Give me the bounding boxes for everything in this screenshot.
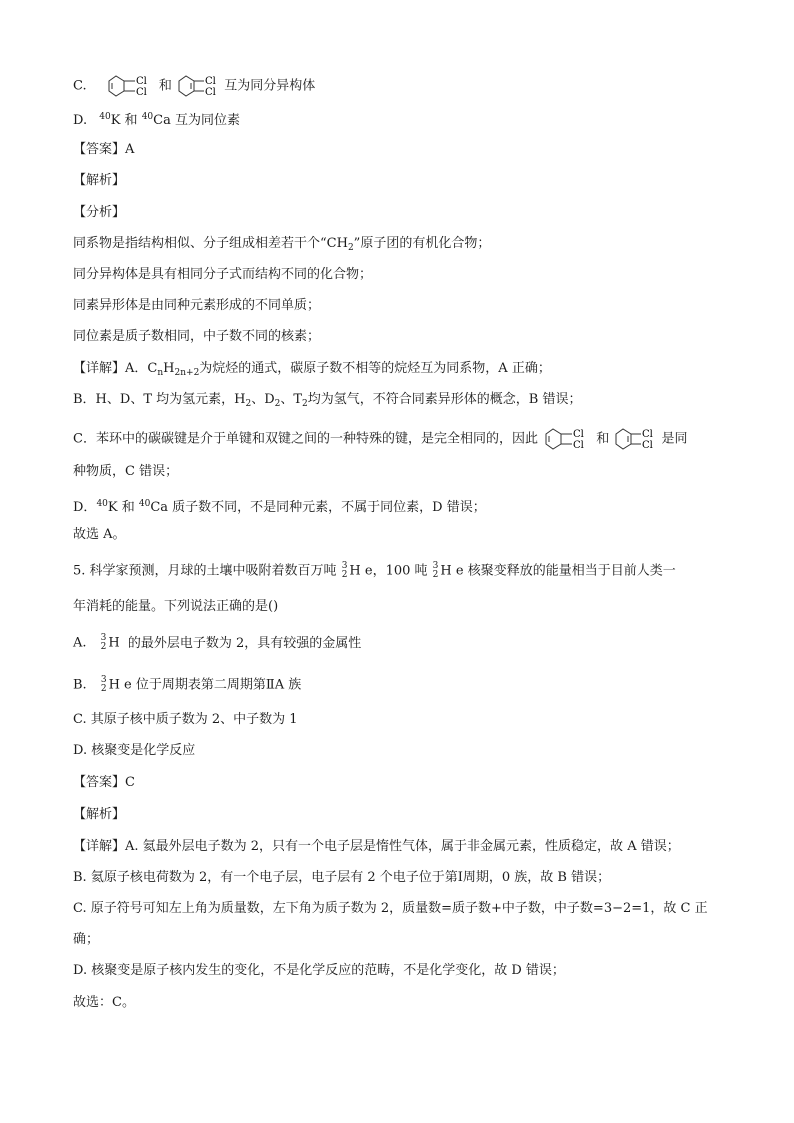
q5-detail-c-line-2: 确； [73, 932, 100, 947]
isotope-he3-3: 3 2 [100, 633, 107, 652]
cl-label: Cl [205, 76, 216, 87]
q4-fenxi-heading: 【分析】 [73, 205, 126, 220]
q5-option-c: C. 其原子核中质子数为 2、中子数为 1 [73, 712, 298, 727]
q4-detail-d: D．$^{40}$K 和 $^{40}$Ca 质子数不同，不是同种元素，不属于同位素，D 错误； [73, 499, 486, 515]
q4-answer: 【答案】A [73, 142, 135, 157]
q5-option-d: D. 核聚变是化学反应 [73, 743, 196, 758]
q5-conclusion: 故选：C。 [73, 995, 135, 1010]
benzene-dichloro-structure-3 [542, 426, 592, 452]
q5-option-b: B. 3 2 H e 位于周期表第二周期第ⅡA 族 [73, 675, 302, 694]
isotope-he3-2: 3 2 [432, 561, 439, 580]
q4-detail-b: B．H、D、T 均为氢元素，$H_2$、$D_2$、$T_2$均为氢气，不符合同素异形体的概念，B 错误； [73, 392, 582, 409]
q5-detail-c-line-1: C. 原子符号可知左上角为质量数，左下角为质子数为 2，质量数=质子数+中子数，中子数=3−2=1，故 C 正 [73, 901, 708, 916]
q5-answer: 【答案】C [73, 775, 135, 790]
q5-detail-b: B. 氦原子核电荷数为 2，有一个电子层，电子层有 2 个电子位于第Ⅰ周期，0 族，故 B 错误； [73, 870, 611, 885]
isotope-he3-1: 3 2 [341, 561, 348, 580]
q4-option-c: C. Cl Cl 和 Cl Cl 互为同分异构体 [73, 73, 315, 99]
q4-option-d: D. $^{40}$K 和 $^{40}$Ca 互为同位素 [73, 112, 241, 128]
cl-label: Cl [135, 76, 147, 87]
cl-label: Cl [205, 87, 216, 98]
q5-analysis-heading: 【解析】 [73, 807, 126, 822]
q4-detail-c-line-2: 种物质，C 错误； [73, 464, 179, 479]
benzene-dichloro-structure-4 [613, 426, 657, 452]
q5-stem-line-2: 年消耗的能量。下列说法正确的是() [73, 599, 279, 614]
q4-fenxi-line-4: 同位素是质子数相同，中子数不同的核素； [73, 329, 321, 344]
q4-fenxi-line-3: 同素异形体是由同种元素形成的不同单质； [73, 298, 321, 313]
q5-detail-a: 【详解】A. 氦最外层电子数为 2，只有一个电子层是惰性气体，属于非金属元素，性质稳定，故 A 错误； [73, 839, 680, 854]
q4-detail-c-line-1: C．苯环中的碳碳键是介于单键和双键之间的一种特殊的键，是完全相同的，因此 Cl Cl 和 Cl Cl 是同 [73, 426, 688, 452]
cl-label: Cl [642, 440, 654, 451]
cl-label: Cl [135, 87, 147, 98]
isotope-he3-4: 3 2 [100, 675, 107, 694]
q5-stem-line-1: 5. 科学家预测，月球的土壤中吸附着数百万吨 3 2 H e，100 吨 3 2 H e 核聚变释放的能量相当于目前人类一 [73, 561, 676, 580]
cl-label: Cl [573, 440, 584, 451]
cl-label: Cl [573, 429, 584, 440]
q4-fenxi-line-1: 同系物是指结构相似、分子组成相差若干个“$CH_2$”原子团的有机化合物； [73, 236, 491, 253]
q4-conclusion: 故选 A。 [73, 527, 126, 542]
q4-analysis-heading: 【解析】 [73, 173, 126, 188]
benzene-dichloro-structure-2 [176, 73, 220, 99]
q5-option-a: A. 3 2 H 的最外层电子数为 2，具有较强的金属性 [73, 633, 362, 652]
cl-label: Cl [642, 429, 654, 440]
q4-fenxi-line-2: 同分异构体是具有相同分子式而结构不同的化合物； [73, 267, 373, 282]
q4-detail-a: 【详解】A．$C_nH_{2n+2}$为烷烃的通式，碳原子数不相等的烷烃互为同系物，A 正确； [73, 361, 551, 378]
q5-detail-d: D. 核聚变是原子核内发生的变化，不是化学反应的范畴，不是化学变化，故 D 错误； [73, 963, 565, 978]
benzene-dichloro-structure-1 [105, 73, 155, 99]
